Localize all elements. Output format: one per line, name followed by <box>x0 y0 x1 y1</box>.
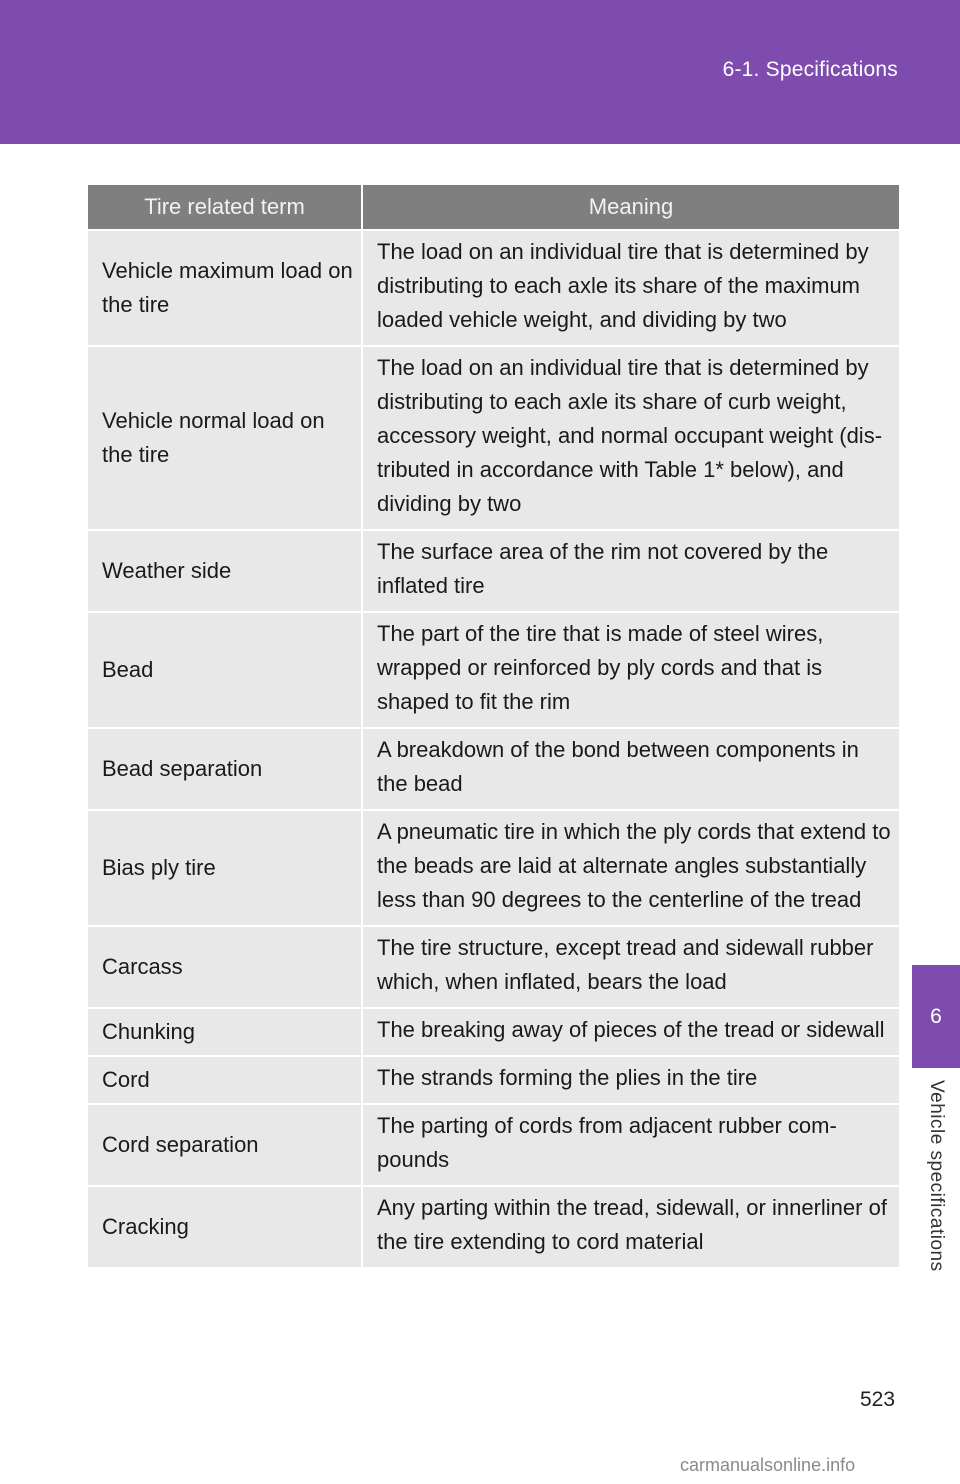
chapter-label: Vehicle specifications <box>926 1080 947 1272</box>
term-cell: Weather side <box>88 530 362 612</box>
meaning-cell: A pneumatic tire in which the ply cords that extend to the beads are laid at alternate angles substantially less than 90 degrees to the centerline of the tread <box>362 810 899 926</box>
table-row <box>88 926 899 1008</box>
term-cell: Cord separation <box>88 1104 362 1186</box>
term-cell: Bias ply tire <box>88 810 362 926</box>
term-cell: Bead <box>88 612 362 728</box>
meaning-cell: A breakdown of the bond between components in the bead <box>362 728 899 810</box>
chapter-tab[interactable] <box>912 965 960 1068</box>
term-cell: Vehicle maximum load on the tire <box>88 230 362 346</box>
table-row <box>88 1186 899 1267</box>
header-band <box>0 0 960 144</box>
meaning-cell: The part of the tire that is made of steel wires, wrapped or reinforced by ply cords and that is shaped to fit the rim <box>362 612 899 728</box>
meaning-cell: The load on an individual tire that is determined by distributing to each axle its share of curb weight, accessory weight, and normal occupant weight (dis-tributed in accordance with Table 1* below), and dividing by two <box>362 346 899 530</box>
term-cell: Vehicle normal load on the tire <box>88 346 362 530</box>
watermark: carmanualsonline.info <box>680 1455 856 1475</box>
meaning-cell: The surface area of the rim not covered by the inflated tire <box>362 530 899 612</box>
term-cell: Cord <box>88 1056 362 1104</box>
table-row <box>88 346 899 530</box>
table-row <box>88 728 899 810</box>
meaning-cell: The breaking away of pieces of the tread or sidewall <box>362 1008 899 1056</box>
column-header-term: Tire related term <box>88 185 362 230</box>
table-row <box>88 1056 899 1104</box>
table-row <box>88 1008 899 1056</box>
page-number: 523 <box>860 1388 896 1411</box>
table-row <box>88 530 899 612</box>
term-cell: Carcass <box>88 926 362 1008</box>
table-row <box>88 612 899 728</box>
meaning-cell: The load on an individual tire that is determined by distributing to each axle its share of the maximum loaded vehicle weight, and dividing by two <box>362 230 899 346</box>
term-cell: Bead separation <box>88 728 362 810</box>
table-row <box>88 230 899 346</box>
meaning-cell: The strands forming the plies in the tire <box>362 1056 899 1104</box>
tire-terms-table <box>88 185 899 1267</box>
meaning-cell: The parting of cords from adjacent rubber com-pounds <box>362 1104 899 1186</box>
table-header-row <box>88 185 899 230</box>
table-row <box>88 810 899 926</box>
term-cell: Chunking <box>88 1008 362 1056</box>
term-cell: Cracking <box>88 1186 362 1267</box>
section-title: 6-1. Specifications <box>722 58 898 81</box>
meaning-cell: The tire structure, except tread and sidewall rubber which, when inflated, bears the load <box>362 926 899 1008</box>
meaning-cell: Any parting within the tread, sidewall, or innerliner of the tire extending to cord material <box>362 1186 899 1267</box>
table-row <box>88 1104 899 1186</box>
column-header-meaning: Meaning <box>362 185 899 230</box>
chapter-number: 6 <box>930 1004 942 1028</box>
